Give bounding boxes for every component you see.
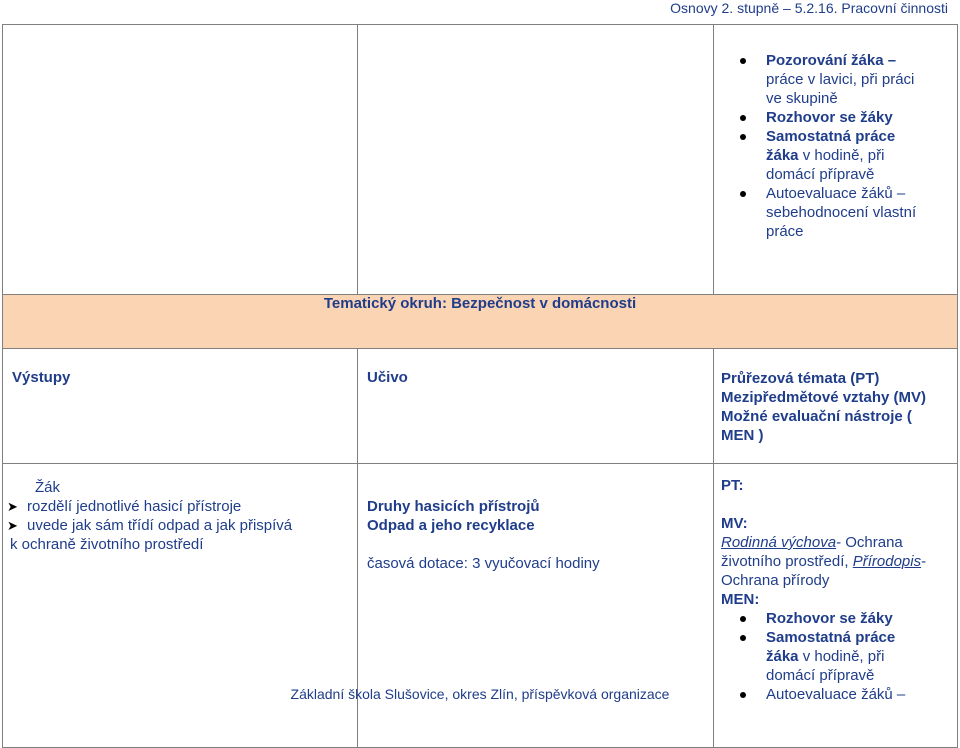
list-item: ➤ rozdělí jednotlivé hasicí přístroje (7, 498, 242, 515)
list-item: ➤ uvede jak sám třídí odpad a jak přispívá (7, 517, 293, 534)
empty-cell-2 (358, 25, 714, 295)
page-header: Osnovy 2. stupně – 5.2.16. Pracovní činnosti (670, 0, 948, 16)
column-header-row (3, 349, 958, 464)
curriculum-table (2, 24, 958, 748)
page-footer: Základní škola Slušovice, okres Zlín, příspěvková organizace (290, 686, 670, 702)
column-header-pt: Průřezová témata (PT) Mezipředmětové vztahy (MV) Možné evaluační nástroje ( MEN ) (714, 349, 958, 464)
list-item: Autoevaluace žáků – (714, 685, 957, 704)
list-item: Rozhovor se žáky (714, 108, 957, 127)
mv-label: MV: (721, 515, 748, 532)
time-allocation: časová dotace: 3 vyučovací hodiny (367, 555, 600, 572)
list-item: Autoevaluace žáků – sebehodnocení vlastní práce (714, 184, 957, 241)
bullet-icon (740, 616, 746, 622)
bullet-icon (740, 134, 746, 140)
arrow-bullet-icon: ➤ (7, 518, 18, 533)
bullet-icon (740, 191, 746, 197)
bullet-icon (740, 635, 746, 641)
theme-title: Tematický okruh: Bezpečnost v domácnosti (3, 295, 958, 349)
column-header-vystupy: Výstupy (3, 349, 358, 464)
outputs-intro: Žák (35, 479, 61, 496)
bullet-icon (740, 58, 746, 64)
list-item: Pozorování žáka – práce v lavici, při práci ve skupině (714, 51, 957, 108)
arrow-bullet-icon: ➤ (7, 499, 18, 514)
outputs-list (3, 497, 357, 535)
outputs-continuation: k ochraně životního prostředí (10, 536, 204, 553)
pt-label: PT: (721, 477, 744, 494)
list-item: Samostatná práce žáka v hodině, při domácí přípravě (714, 127, 957, 184)
list-item: Rozhovor se žáky (714, 609, 957, 628)
evaluation-row (3, 25, 958, 295)
list-item: Samostatná práce žáka v hodině, při domácí přípravě (714, 628, 957, 685)
evaluation-cell (714, 25, 958, 295)
mv-link-prirodopis[interactable]: Přírodopis (852, 553, 922, 570)
men-label: MEN: (721, 591, 760, 608)
empty-cell-1 (3, 25, 358, 295)
column-header-ucivo: Učivo (358, 349, 714, 464)
theme-row (3, 295, 958, 349)
evaluation-list (714, 51, 957, 241)
content-line-2: Odpad a jeho recyklace (367, 517, 535, 534)
mv-link-rodinna[interactable]: Rodinná výchova (721, 534, 837, 551)
bullet-icon (740, 115, 746, 121)
content-line-1: Druhy hasicích přístrojů (367, 498, 540, 515)
mv-text: Rodinná výchova- Ochrana životního prostředí, Přírodopis- Ochrana přírody (721, 534, 927, 589)
